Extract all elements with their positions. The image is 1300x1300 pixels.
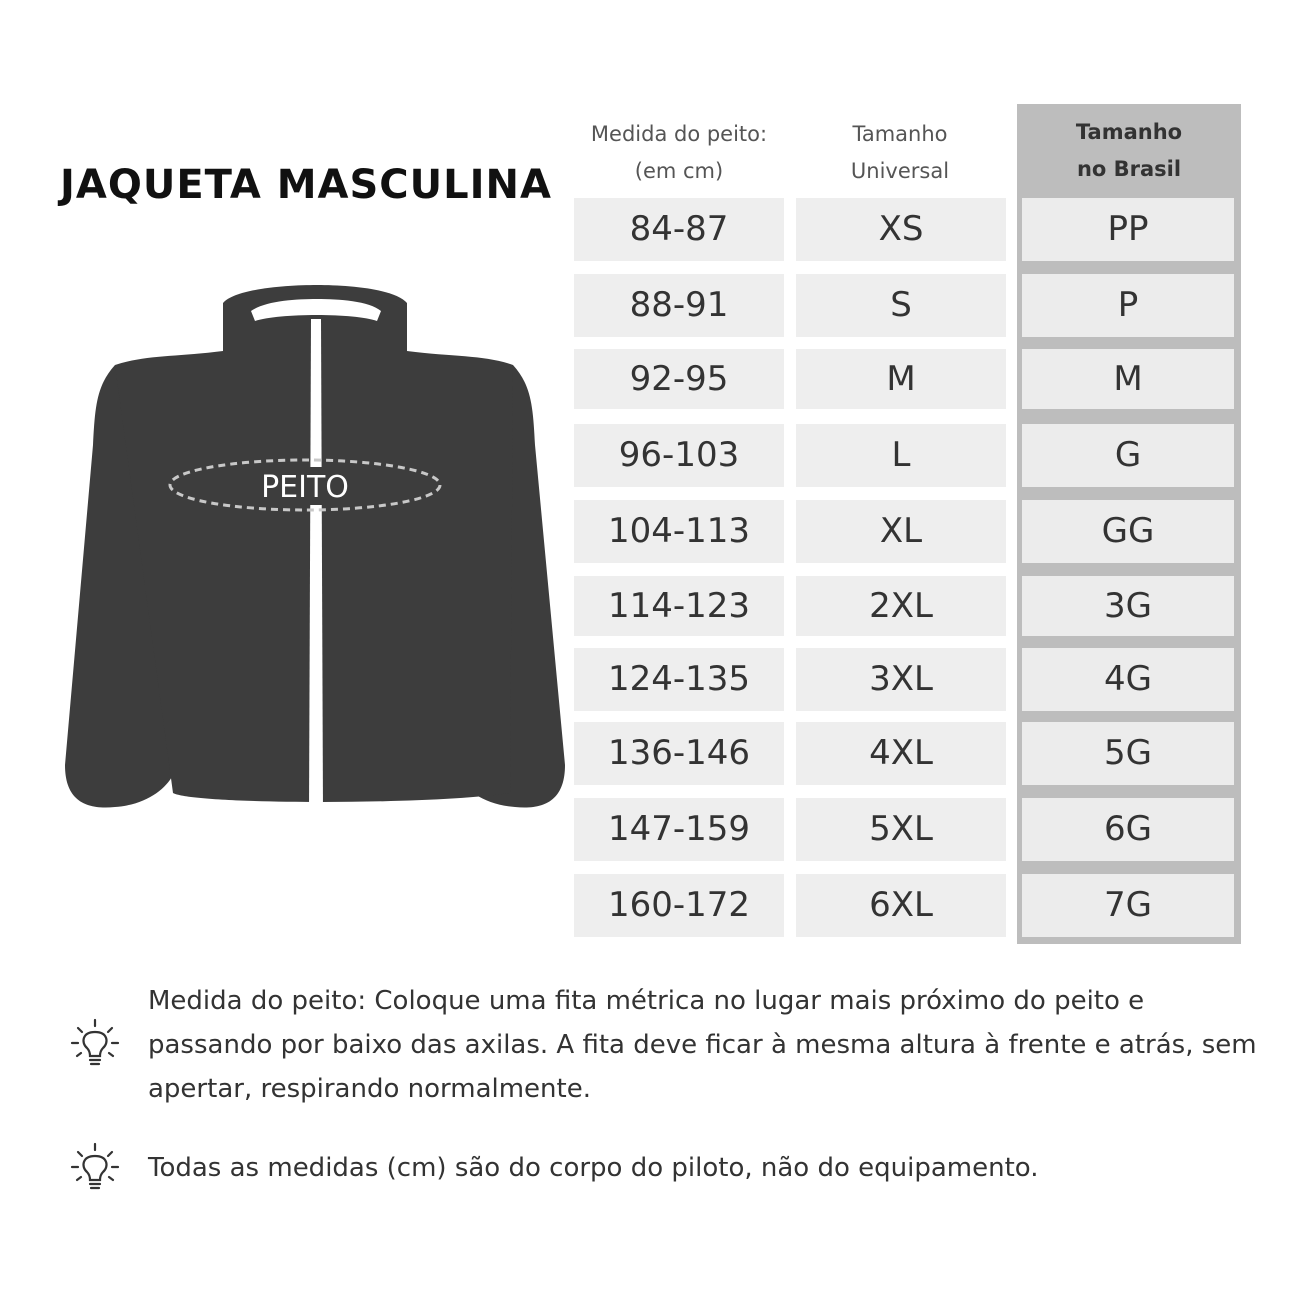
table-cell-universal: M (796, 349, 1006, 409)
table-cell-chest: 124-135 (574, 648, 784, 711)
table-cell-universal: 2XL (796, 576, 1006, 636)
header-universal: Tamanho Universal (850, 122, 950, 183)
table-cell-universal: L (796, 424, 1006, 487)
note-chest-measurement: Medida do peito: Coloque uma fita métrica no lugar mais próximo do peito e passando por baixo das axilas. A fita deve ficar à mesma altura à frente e atrás, sem apertar, respirando normalmente. (148, 986, 1257, 1104)
table-cell-chest: 160-172 (574, 874, 784, 937)
note-body-measurements: Todas as medidas (cm) são do corpo do piloto, não do equipamento. (148, 1153, 1039, 1183)
table-cell-chest: 104-113 (574, 500, 784, 563)
table-cell-brazil: GG (1022, 500, 1234, 563)
table-cell-brazil: G (1022, 424, 1234, 487)
table-cell-universal: 5XL (796, 798, 1006, 861)
table-cell-brazil: M (1022, 349, 1234, 409)
table-cell-brazil: 7G (1022, 874, 1234, 937)
chest-label: PEITO (261, 470, 349, 505)
table-cell-brazil: 3G (1022, 576, 1234, 636)
table-cell-universal: 3XL (796, 648, 1006, 711)
table-cell-chest: 92-95 (574, 349, 784, 409)
lightbulb-icon (70, 1018, 120, 1072)
table-cell-chest: 147-159 (574, 798, 784, 861)
table-cell-chest: 114-123 (574, 576, 784, 636)
header-chest: Medida do peito: (em cm) (590, 122, 768, 183)
lightbulb-icon (70, 1142, 120, 1196)
table-cell-universal: XS (796, 198, 1006, 261)
jacket-illustration (55, 285, 575, 825)
page-title: JAQUETA MASCULINA (60, 162, 552, 208)
table-cell-chest: 136-146 (574, 722, 784, 785)
table-cell-chest: 88-91 (574, 274, 784, 337)
table-cell-brazil: 5G (1022, 722, 1234, 785)
table-cell-universal: S (796, 274, 1006, 337)
table-cell-chest: 96-103 (574, 424, 784, 487)
table-cell-universal: 6XL (796, 874, 1006, 937)
table-cell-universal: 4XL (796, 722, 1006, 785)
table-cell-brazil: PP (1022, 198, 1234, 261)
table-cell-chest: 84-87 (574, 198, 784, 261)
table-cell-brazil: P (1022, 274, 1234, 337)
header-brazil: Tamanho no Brasil (1075, 120, 1183, 181)
jacket-zipper (309, 319, 323, 813)
table-cell-brazil: 4G (1022, 648, 1234, 711)
table-cell-brazil: 6G (1022, 798, 1234, 861)
table-cell-universal: XL (796, 500, 1006, 563)
